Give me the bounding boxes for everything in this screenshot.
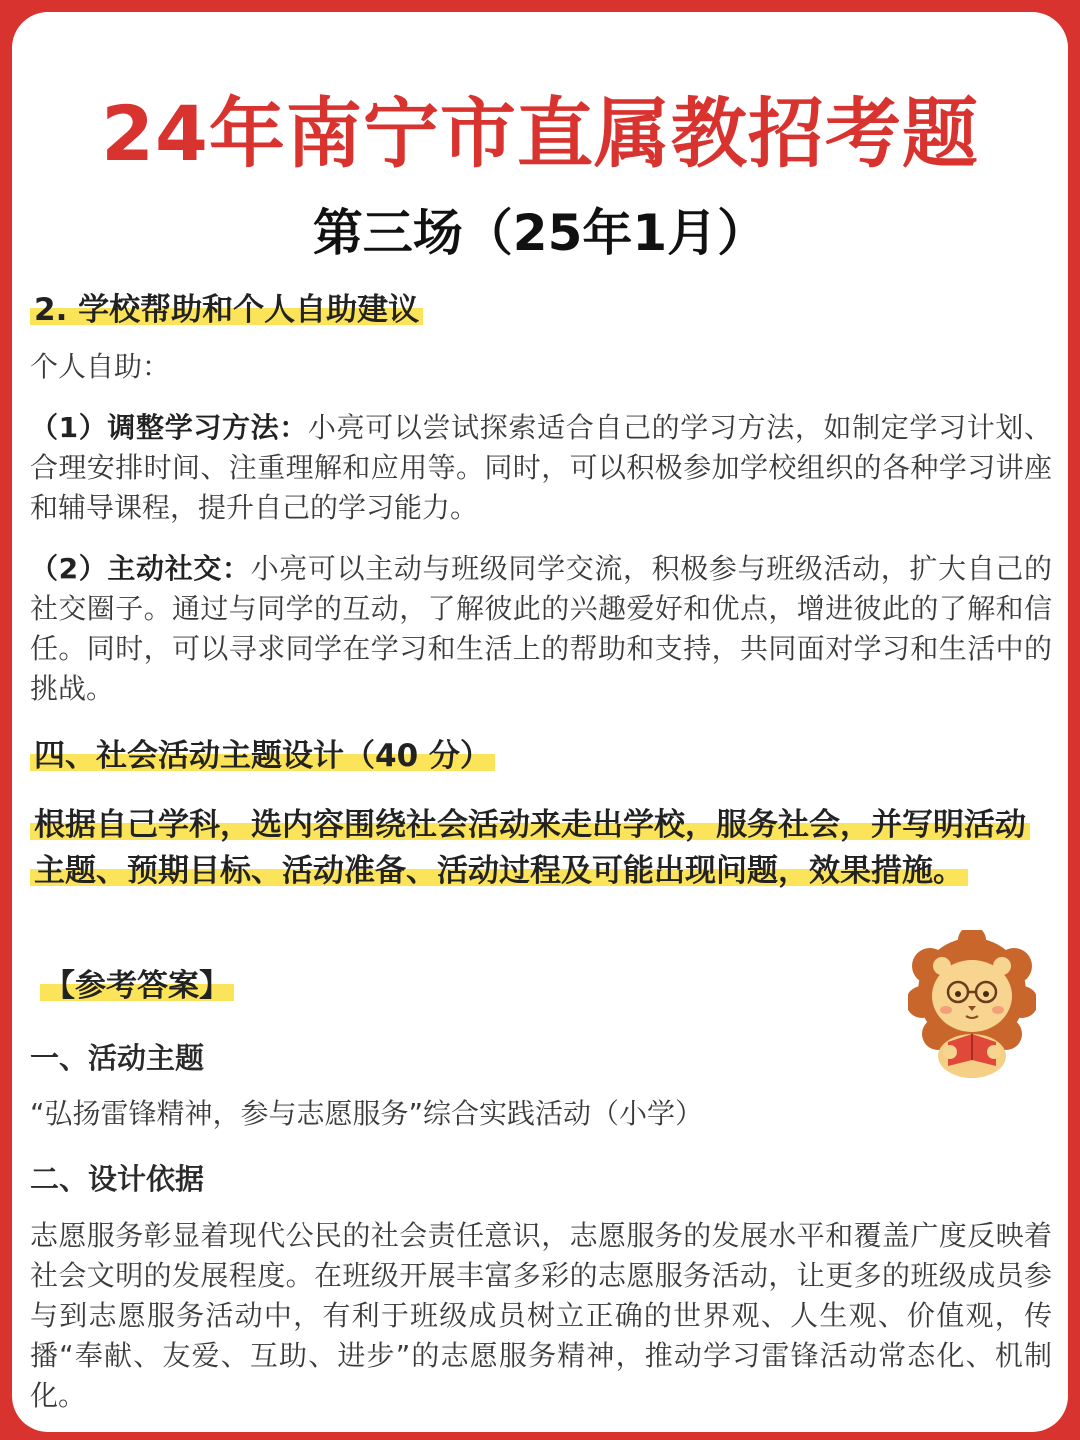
answer-part2-text: 志愿服务彰显着现代公民的社会责任意识，志愿服务的发展水平和覆盖广度反映着社会文明的发展程度。在班级开展丰富多彩的志愿服务活动，让更多的班级成员参与到志愿服务活动中，有利于班级成员树立正确的世界观、人生观、价值观，传播“奉献、友爱、互助、进步”的志愿服务精神，推动学习雷锋活动常态化、机制化。 [30, 1219, 1052, 1412]
answer-part2-heading: 二、设计依据 [30, 1162, 205, 1196]
section2-heading-block [30, 290, 1052, 330]
section4-heading-block [30, 736, 1052, 776]
section4-question: 根据自己学科，选内容围绕社会活动来走出学校，服务社会，并写明活动主题、预期目标、活动准备、活动过程及可能出现问题，效果措施。 [30, 807, 1030, 889]
section4-heading: 四、社会活动主题设计（40 分） [30, 738, 495, 774]
item-2-text: 小亮可以主动与班级同学交流，积极参与班级活动，扩大自己的社交圈子。通过与同学的互动，了解彼此的兴趣爱好和优点，增进彼此的了解和信任。同时，可以寻求同学在学习和生活上的帮助和支持，共同面对学习和生活中的挑战。 [30, 552, 1053, 705]
page-title: 24年南宁市直属教招考题 [101, 89, 979, 178]
item-2-label: （2）主动社交： [30, 552, 251, 585]
section2-item-2 [30, 549, 1052, 709]
answer-part1-text: “弘扬雷锋精神，参与志愿服务”综合实践活动（小学） [30, 1097, 704, 1130]
section2-item-1 [30, 408, 1052, 528]
section4-question-block [30, 802, 1052, 894]
section2-heading: 2. 学校帮助和个人自助建议 [30, 292, 423, 328]
section2-intro: 个人自助： [30, 350, 171, 383]
item-1-label: （1）调整学习方法： [30, 411, 308, 444]
answer-label: 【参考答案】 [40, 968, 234, 1004]
document-card [12, 12, 1068, 1432]
page-subtitle: 第三场（25年1月） [312, 204, 768, 262]
item-1-text: 小亮可以尝试探索适合自己的学习方法，如制定学习计划、合理安排时间、注重理解和应用等。同时，可以积极参加学校组织的各种学习讲座和辅导课程，提升自己的学习能力。 [30, 411, 1052, 524]
lion-reading-icon [908, 930, 1036, 1080]
answer-part1-heading: 一、活动主题 [30, 1041, 205, 1075]
